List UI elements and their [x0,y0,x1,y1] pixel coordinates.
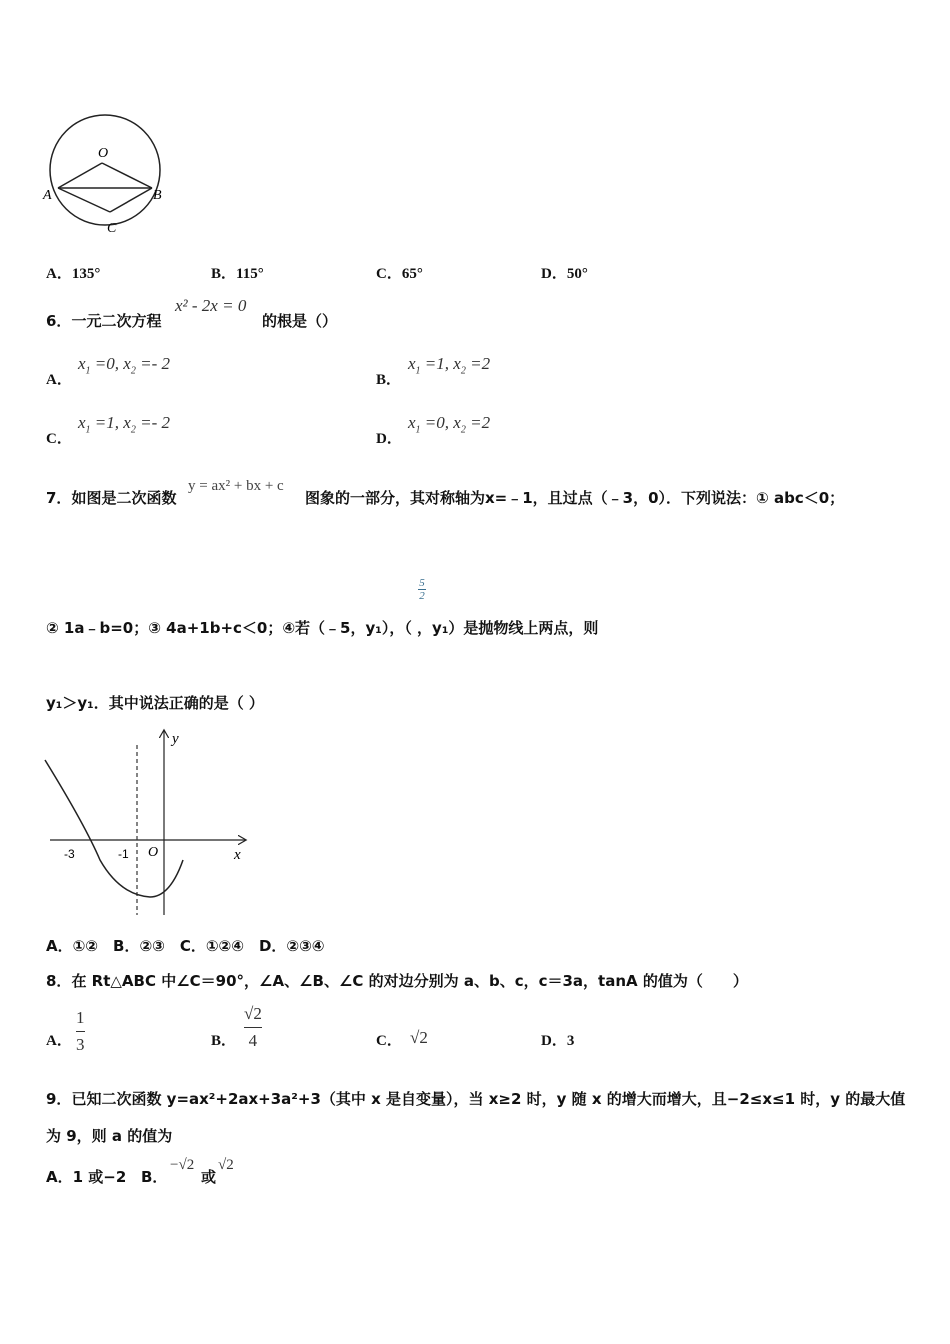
q6-c-x2: - 2 [151,413,170,432]
label-a: A [43,188,52,203]
tick-neg1: -1 [118,847,129,861]
q9-line1 [46,1088,905,1109]
q6-a-x1: 0 [106,354,115,373]
q6-a-x2: - 2 [151,354,170,373]
q9-option-a[interactable]: A．1 或−2 [46,1168,127,1186]
q6-stem [46,310,161,331]
q6-option-d-letter[interactable]: D． [376,431,402,447]
q8-number: 8． [46,972,72,990]
q7-line3: y₁＞y₁．其中说法正确的是（ ） [46,694,264,712]
q7-line2: ② 1a﹣b=0；③ 4a+1b+c＜0；④若（﹣5，y₁），（ ，y₁）是抛物线上两点，则 [46,619,599,637]
q8-option-b-frac [244,1004,262,1051]
q5-option-b-letter: B． [211,266,237,282]
q9-line2: 为 9，则 a 的值为 [46,1127,173,1145]
q6-option-d-math: $x_1 =0$, $x_2 =2$ [408,413,491,436]
q8-option-c-letter[interactable]: C． [376,1033,402,1049]
parabola-curve [45,760,183,897]
q9-option-b[interactable] [141,1166,167,1187]
q7-stem-part1 [46,487,176,508]
q5-option-d-letter: D． [541,266,567,282]
x-label: x [234,847,241,863]
q6-number: 6． [46,312,72,330]
origin-label: O [148,845,159,860]
q6-d-x2: 2 [481,413,491,432]
q8-option-d[interactable] [541,1029,574,1050]
q5-option-c[interactable] [376,262,423,283]
q8-option-d-letter: D． [541,1033,567,1049]
q6-option-a-letter[interactable]: A． [46,372,72,388]
q7-options[interactable]: A．①② B．②③ C．①②④ D．②③④ [46,937,325,955]
q5-option-a-letter: A． [46,266,72,282]
q6-option-a-math: $x_1 =0$, $x_2 =- 2$ [78,354,170,377]
q6-b-x1: 1 [436,354,445,373]
q8-option-c-text: √2 [410,1028,428,1047]
parabola-graph [40,725,255,920]
q7-fraction [418,577,426,602]
q6-c-x1: 1 [106,413,115,432]
q5-option-c-letter: C． [376,266,402,282]
q9-option-b-neg: −√2 [170,1157,195,1173]
q9-line1-text: 已知二次函数 y=ax²+2ax+3a²+3（其中 x 是自变量），当 x≥2 时，y 随 x 的增大而增大，且−2≤x≤1 时，y 的最大值 [71,1090,906,1108]
q8-stem [46,970,748,991]
q5-option-c-text: 65° [401,266,423,282]
q6-option-b-letter[interactable]: B． [376,372,402,388]
q6-stem-before: 一元二次方程 [71,312,162,330]
q6-equation: x² - 2x = 0 [175,296,247,315]
y-label: y [172,731,179,747]
q8-a-den: 3 [76,1035,85,1054]
q8-b-num: √2 [244,1004,262,1023]
q8-stem-text: 在 Rt△ABC 中∠C＝90°，∠A、∠B、∠C 的对边分别为 a、b、c，c＝3a，tanA 的值为（ ） [71,972,748,990]
q8-option-b-letter[interactable]: B． [211,1033,237,1049]
q6-option-c-letter[interactable]: C． [46,431,72,447]
q8-b-den: 4 [248,1031,258,1050]
tick-neg3: -3 [64,847,75,861]
q6-option-b-math: $x_1 =1$, $x_2 =2$ [408,354,491,377]
q5-option-b[interactable] [211,262,264,283]
q7-stem-text1: 如图是二次函数 [71,489,177,507]
q7-frac-den: 2 [419,590,425,602]
q7-function: y = ax² + bx + c [188,478,284,494]
label-o: O [98,146,109,161]
q8-option-a-frac [76,1008,85,1055]
q6-option-c-math: $x_1 =1$, $x_2 =- 2$ [78,413,170,436]
q6-stem-after: 的根是（） [262,312,338,330]
label-b: B [153,188,162,203]
q8-option-d-text: 3 [566,1033,575,1049]
q5-option-d[interactable] [541,262,588,283]
q6-b-x2: 2 [481,354,491,373]
q6-d-x1: 0 [436,413,445,432]
q7-frac-num: 5 [419,577,425,589]
q8-a-num: 1 [76,1008,85,1027]
circle-figure [40,105,175,240]
q9-option-b-pos: √2 [218,1157,234,1173]
q5-option-a[interactable] [46,262,100,283]
q5-option-d-text: 50° [566,266,588,282]
q5-option-a-text: 135° [71,266,101,282]
q9-number: 9． [46,1090,72,1108]
q8-option-a-letter[interactable]: A． [46,1033,72,1049]
q5-option-b-text: 115° [236,266,264,282]
label-c: C [107,221,117,236]
q9-option-b-letter: B． [141,1168,168,1186]
q7-number: 7． [46,489,72,507]
q7-stem-part2: 图象的一部分，其对称轴为x=﹣1，且过点（﹣3，0）．下列说法：① abc＜0； [305,489,845,507]
q9-option-b-or: 或 [201,1168,217,1186]
